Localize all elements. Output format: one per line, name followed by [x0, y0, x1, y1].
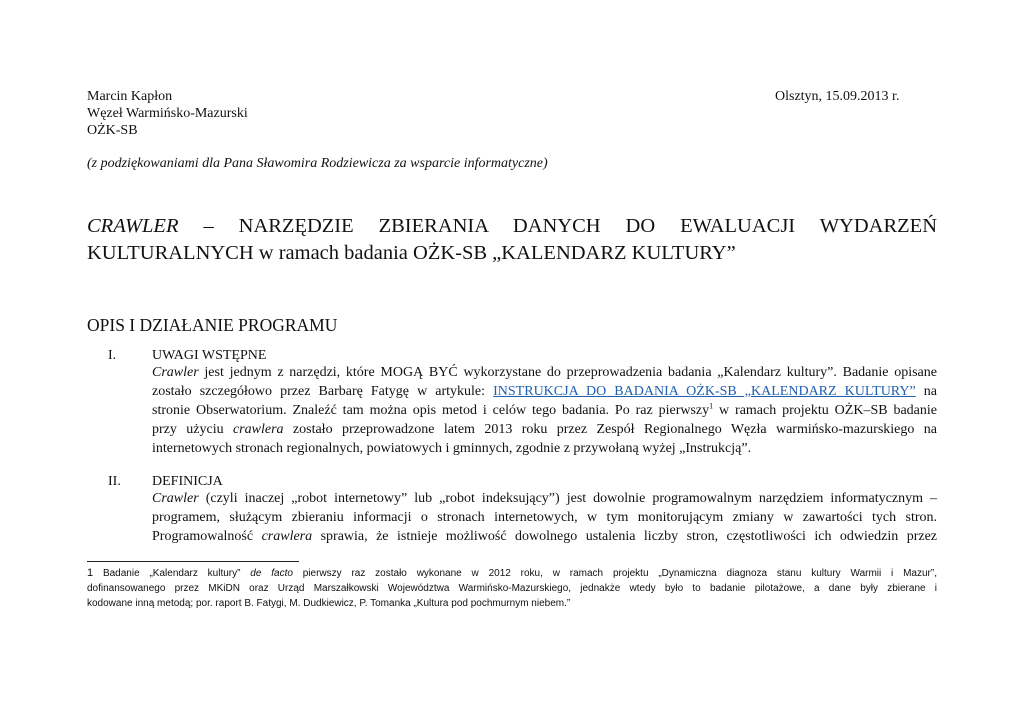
crawler-term: Crawler: [152, 365, 199, 380]
footnote-ref-1[interactable]: 1: [709, 401, 714, 411]
acknowledgement: (z podziękowaniami dla Pana Sławomira Rodziewicza za wsparcie informatyczne): [87, 156, 548, 171]
place-date: Olsztyn, 15.09.2013 r.: [775, 89, 900, 104]
section-heading: OPIS I DZIAŁANIE PROGRAMU: [87, 315, 338, 335]
text-span: przy użyciu: [152, 422, 233, 437]
document-title-line-1: [87, 213, 937, 239]
footnote-line-1: [87, 566, 937, 581]
text-span: Badanie „Kalendarz kultury”: [93, 568, 251, 579]
footnote-number: 1: [87, 567, 94, 579]
title-line-1-rest: – NARZĘDZIE ZBIERANIA DANYCH DO EWALUACJI WYDARZEŃ: [178, 215, 937, 237]
author-name: Marcin Kapłon: [87, 89, 173, 104]
text-span: zostało przeprowadzone latem 2013 roku przez Zespół Regionalnego Węzła warmińsko-mazurskiego na: [283, 422, 937, 437]
section-2-line-1: [152, 489, 937, 508]
crawler-term: Crawler: [152, 491, 199, 506]
text-span: zostało szczegółowo przez Barbarę Fatygę w artykule:: [152, 384, 494, 399]
text-span: de facto: [250, 568, 293, 579]
section-2-number: II.: [108, 474, 121, 489]
text-span: na: [915, 384, 937, 399]
section-1-number: I.: [108, 348, 117, 363]
section-1-line-4: [152, 420, 937, 439]
section-1-heading: UWAGI WSTĘPNE: [152, 348, 267, 363]
text-span: Programowalność: [152, 529, 262, 544]
section-2-heading: DEFINICJA: [152, 474, 223, 489]
node-name: Węzeł Warmińsko-Mazurski: [87, 106, 248, 121]
section-2-line-3: [152, 527, 937, 546]
footnote-separator: [87, 561, 299, 562]
text-span: pierwszy raz zostało wykonane w 2012 roku, w ramach projektu „Dynamiczna diagnoza stanu kultury Warmii i Mazur”,: [292, 568, 937, 579]
crawler-term: crawlera: [261, 529, 313, 544]
text-span: w ramach projektu OŻK–SB badanie: [713, 403, 938, 418]
section-1-line-2: [152, 382, 937, 401]
org-name: OŻK-SB: [87, 123, 138, 138]
text-span: (czyli inaczej „robot internetowy” lub „robot indeksujący”) jest dowolnie programowalnym narzędziem informatycznym –: [198, 491, 937, 506]
section-1-line-3: [152, 401, 937, 420]
section-1-line-5: internetowych stronach regionalnych, powiatowych i gminnych, zgodnie z przywołaną wyżej „Instrukcją”.: [152, 441, 752, 456]
section-2-line-2: programem, służącym zbieraniu informacji o stronach internetowych, w tym monitorującym zmiany w zawartości tych stron.: [152, 510, 937, 525]
document-title-line-2: KULTURALNYCH w ramach badania OŻK-SB „KALENDARZ KULTURY”: [87, 242, 736, 264]
crawler-term: crawlera: [232, 422, 284, 437]
text-span: jest jednym z narzędzi, które MOGĄ BYĆ wykorzystane do przeprowadzenia badania „Kalendarz kultury”. Badanie opisane: [198, 365, 937, 380]
title-crawler: CRAWLER: [87, 215, 179, 237]
text-span: stronie Obserwatorium. Znaleźć tam można opis metod i celów tego badania. Po raz pierwszy: [152, 403, 710, 418]
footnote-line-2: dofinansowanego przez MKiDN oraz Urząd Marszałkowski Województwa Warmińsko-Mazurskiego, jednakże wtedy było to badanie pilotażowe, a dane były zbierane i: [87, 583, 937, 594]
text-span: sprawia, że istnieje możliwość dowolnego ustalenia liczby stron, częstotliwości ich odwiedzin przez: [312, 529, 937, 544]
instruction-link[interactable]: INSTRUKCJA DO BADANIA OŻK-SB „KALENDARZ KULTURY”: [493, 384, 916, 399]
section-1-line-1: [152, 363, 937, 382]
footnote-line-3: kodowane inną metodą; por. raport B. Fatygi, M. Dudkiewicz, P. Tomanka „Kultura pod pochmurnym niebem.”: [87, 598, 571, 609]
